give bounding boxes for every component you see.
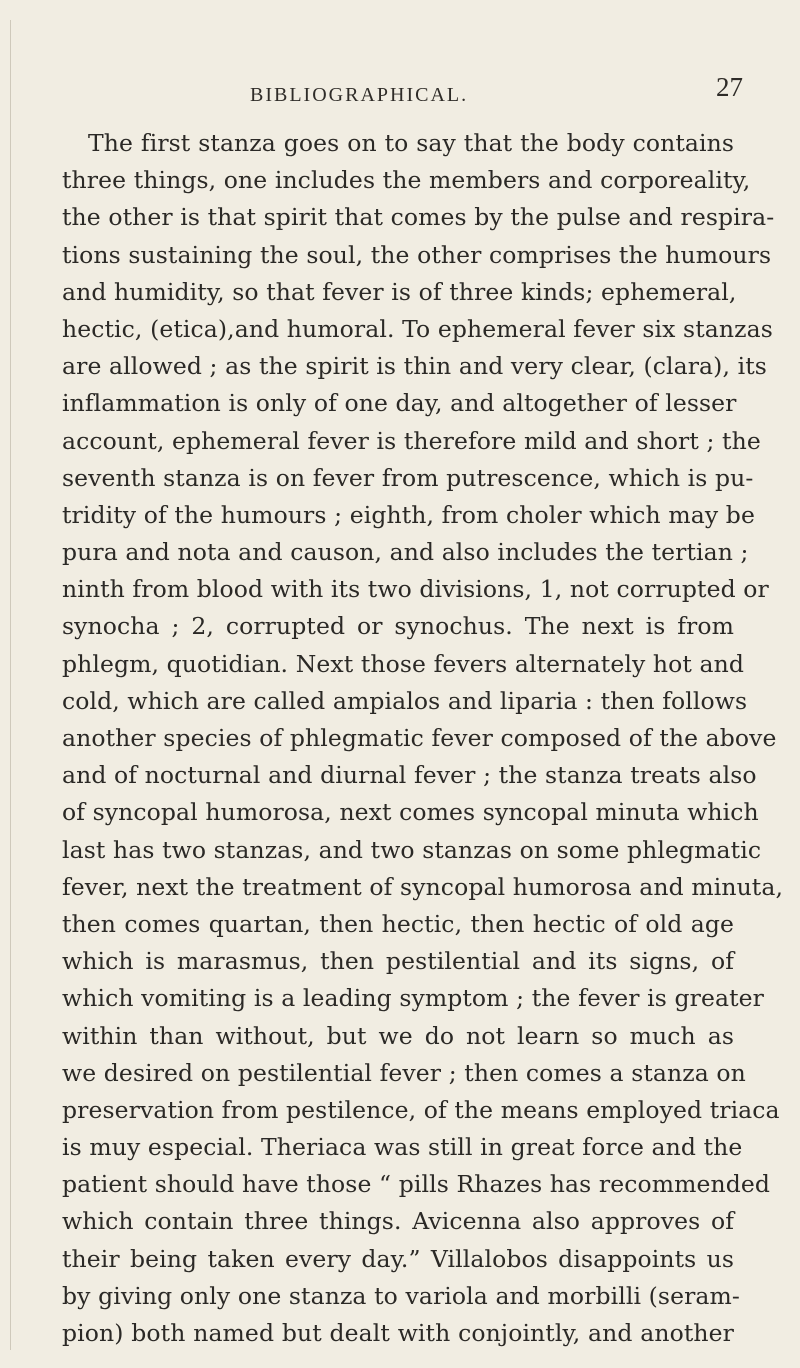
text-line [62,460,754,497]
text-run: synocha ; 2, corrupted or synochus. The next is from [62,612,734,641]
text-run: and [440,686,500,715]
text-run: three things, one includes the members and corporeality, [62,166,751,195]
text-line [62,943,734,980]
text-run: , and also includes the tertian ; [374,538,749,567]
text-run: are allowed ; as the spirit is thin and very clear, ( [62,352,653,381]
text-line [62,794,759,831]
italic-text: pura [62,538,118,567]
text-line [62,274,737,311]
text-run: The first stanza goes on to say that the body contains [88,129,734,157]
text-run: within than without, but we do not learn so much as [62,1021,734,1050]
text-run: ), its [713,352,767,381]
text-run: which vomiting is a leading symptom ; the fever is greater [62,984,764,1013]
text-line [62,1129,743,1166]
italic-text: humorosa, [205,798,332,827]
text-run: by giving only one stanza to variola and morbilli ( [62,1281,658,1310]
text-run: and of nocturnal and diurnal fever ; the stanza treats also [62,761,757,790]
italic-text: causon [290,538,375,567]
italic-text: is muy especial. [62,1133,254,1162]
text-run: preservation from pestilence, of the means employed [62,1095,710,1124]
text-line [62,869,784,906]
text-line [62,1241,734,1278]
text-run: Theriaca was still in great force and the [253,1133,743,1162]
text-run: which [679,798,759,827]
text-line [62,497,755,534]
text-line [62,385,737,422]
page-number: 27 [716,72,743,102]
text-line [62,906,734,943]
page-edge-divider [10,20,11,1350]
body-text [62,125,784,1352]
text-line [62,646,745,683]
text-line [62,237,772,274]
text-run: and humidity, so that fever is of three kinds; ephemeral, [62,277,737,306]
text-line [62,571,769,608]
text-line [62,534,749,571]
italic-text: ampialos [332,686,441,715]
text-run: the other is that spirit that comes by the pulse and respira- [62,203,775,232]
text-run: of syncopal [62,798,206,827]
text-line [62,423,761,460]
italic-text: triaca [709,1095,780,1124]
text-line [62,683,748,720]
text-run: which is marasmus, then pestilential and its signs, of [62,947,734,976]
text-run: ninth from blood with its two divisions, 1, not corrupted or [62,575,769,604]
page-header [0,70,800,110]
text-line [62,348,767,385]
text-run: tions sustaining the soul, the other comprises the humours [62,240,772,269]
text-line [62,125,734,162]
text-run: fever, next the treatment of syncopal humorosa and minuta, [62,872,784,901]
text-line [62,1203,734,1240]
text-run: another species of phlegmatic fever composed of the above [62,724,777,752]
text-run: seventh stanza is on fever from putrescence, which is pu- [62,463,754,492]
text-run: their being taken every day.” Villalobos disappoints us [62,1244,734,1273]
text-run: then comes quartan, then hectic, then hectic of old age [62,909,734,938]
text-line [62,1315,734,1352]
text-line [62,980,764,1017]
text-line [62,1092,780,1129]
text-run: cold, which are called [62,686,333,715]
italic-text: nota [177,538,231,567]
italic-text: pion [62,1319,115,1347]
text-run: patient should have those “ pills Rhazes has recommended [62,1170,771,1199]
text-run: and [230,538,291,567]
text-line [62,311,773,348]
italic-text: clara [652,352,714,381]
italic-text: liparia : [499,686,594,715]
text-line [62,162,751,199]
text-run: next comes syncopal [331,798,596,827]
text-line [62,832,762,869]
text-line [62,757,757,794]
running-head: BIBLIOGRAPHICAL. [250,84,469,106]
text-run: which contain three things. Avicenna also approves of [62,1207,734,1236]
text-line [62,1018,734,1055]
text-run: then follows [593,686,748,715]
text-run: ) both named but dealt with conjointly, and another [114,1319,734,1347]
italic-text: etica [159,314,218,343]
text-line [62,1055,746,1092]
text-run: and [117,538,178,567]
text-line [62,720,777,757]
text-run: we desired on pestilential fever ; then comes a stanza on [62,1058,746,1087]
text-run: hectic, ( [62,314,160,343]
text-run: ),and humoral. To ephemeral fever six stanzas [217,314,773,343]
text-run: account, ephemeral fever is therefore mild and short ; the [62,426,761,455]
text-line [62,1166,771,1203]
text-run: inflammation is only of one day, and altogether of lesser [62,389,737,418]
text-line [62,608,734,645]
text-run: phlegm, quotidian. Next those fevers alternately hot and [62,649,745,678]
text-run: last has two stanzas, and two stanzas on some phlegmatic [62,835,762,864]
text-line [62,199,775,236]
text-line [62,1278,740,1315]
text-run: tridity of the humours ; eighth, from choler which may be [62,500,755,529]
italic-text: minuta [595,798,680,827]
italic-text: seram- [657,1281,740,1310]
